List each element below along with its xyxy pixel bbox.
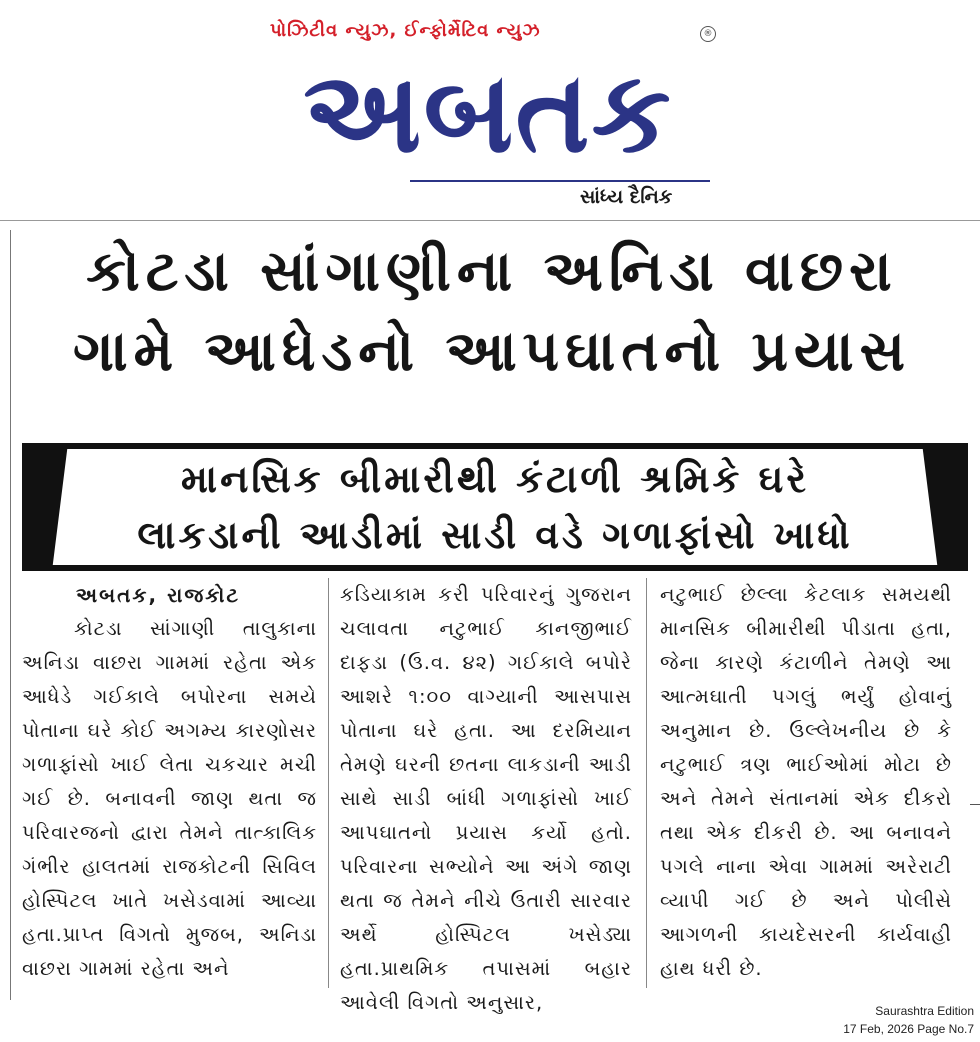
subheadline: [62, 451, 928, 563]
article-column-1: [22, 578, 317, 986]
subheadline-banner: [22, 443, 968, 571]
masthead-tagline: પોઝિટીવ ન્યુઝ, ઈન્ફોર્મેટિવ ન્યુઝ: [270, 20, 541, 41]
edition-name: Saurashtra Edition: [875, 1004, 974, 1018]
edition-info: [843, 1002, 974, 1038]
subheadline-line-2: લાકડાની આડીમાં સાડી વડે ગળાફાંસો ખાધો: [137, 513, 853, 557]
margin-tick: [970, 804, 980, 805]
masthead: [260, 18, 720, 208]
article-headline: [22, 232, 962, 392]
headline-line-1: કોટડા સાંગાણીના અનિડા વાછરા: [86, 239, 898, 304]
left-margin-rule: [10, 230, 11, 1000]
column-3-text: નટુભાઈ છેલ્લા કેટલાક સમયથી માનસિક બીમારીથી પીડાતા હતા, જેના કારણે કંટાળીને તેમણે આ આત્મઘાતી પગલું ભર્યું હોવાનું અનુમાન છે. ઉલ્લેખનીય છે કે નટુભાઈ ત્રણ ભાઈઓમાં મોટા છે અને તેમને સંતાનમાં એક દીકરો તથા એક દીકરી છે. આ બનાવને પગલે નાના એવા ગામમાં અરેરાટી વ્યાપી ગઈ છે અને પોલીસે આગળની કાયદેસરની કાર્યવાહી હાથ ધરી છે.: [660, 583, 952, 980]
column-1-text: કોટડા સાંગાણી તાલુકાના અનિડા વાછરા ગામમાં રહેતા એક આધેડે ગઈકાલે બપોરના સમયે પોતાના ઘરે કોઈ અગમ્ય કારણોસર ગળાફાંસો ખાઈ લેતા ચકચાર મચી ગઈ છે. બનાવની જાણ થતા જ પરિવારજનો દ્વારા તેમને તાત્કાલિક ગંભીર હાલતમાં રાજકોટની સિવિલ હોસ્પિટલ ખાતે ખસેડવામાં આવ્યા હતા.પ્રાપ્ત વિગતો મુજબ, અનિડા વાછરા ગામમાં રહેતા અને: [22, 617, 317, 980]
masthead-subtitle: સાંધ્ય દૈનિક: [580, 186, 673, 208]
headline-line-2: ગામે આધેડનો આપઘાતનો પ્રયાસ: [73, 319, 911, 384]
article-column-3: [660, 578, 952, 986]
dateline: અબતક, રાજકોટ: [76, 583, 241, 607]
column-divider-1: [328, 578, 329, 988]
edition-date-page: 17 Feb, 2026 Page No.7: [843, 1022, 974, 1036]
logo-underline: [410, 180, 710, 182]
registered-mark: ®: [700, 26, 716, 42]
column-divider-2: [646, 578, 647, 988]
subheadline-line-1: માનસિક બીમારીથી કંટાળી શ્રમિકે ઘરે: [180, 457, 810, 501]
article-column-2: [340, 578, 632, 1020]
column-2-text: કડિયાકામ કરી પરિવારનું ગુજરાન ચલાવતા નટુભાઈ કાનજીભાઈ દાફડા (ઉ.વ. ૪૨) ગઈકાલે બપોરે આશરે ૧:૦૦ વાગ્યાની આસપાસ પોતાના ઘરે હતા. આ દરમિયાન તેમણે ઘરની છતના લાકડાની આડી સાથે સાડી બાંધી ગળાફાંસો ખાઈ આપઘાતનો પ્રયાસ કર્યો હતો. પરિવારના સભ્યોને આ અંગે જાણ થતા જ તેમને નીચે ઉતારી સારવાર અર્થે હોસ્પિટલ ખસેડ્યા હતા.પ્રાથમિક તપાસમાં બહાર આવેલી વિગતો અનુસાર,: [340, 583, 632, 1014]
newspaper-logo: અબતક: [303, 48, 673, 178]
header-divider: [0, 220, 980, 221]
